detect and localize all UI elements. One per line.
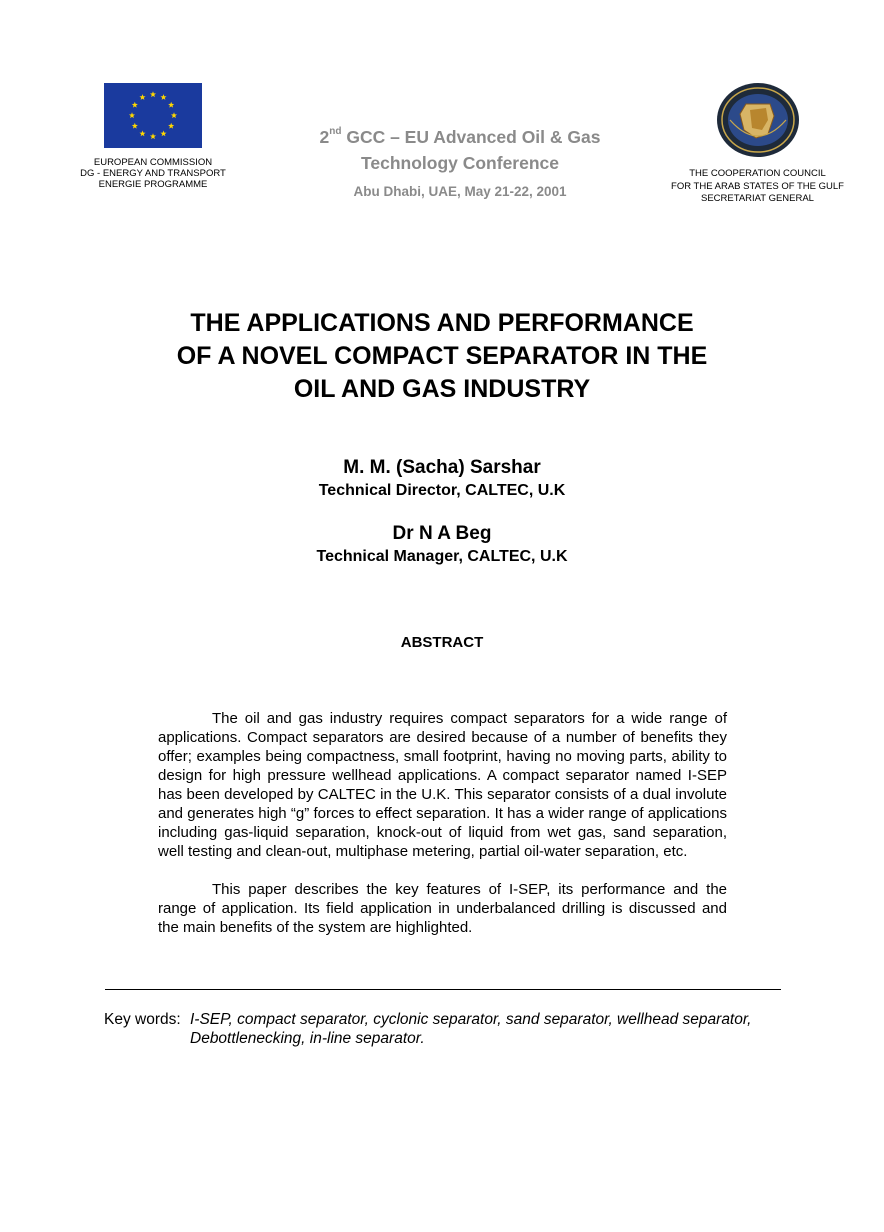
keywords-section bbox=[104, 1010, 804, 1048]
gcc-seal-logo bbox=[716, 82, 800, 158]
eu-star-icon bbox=[139, 94, 145, 100]
author-affiliation: Technical Manager, CALTEC, U.K bbox=[316, 548, 568, 565]
conference-ordinal: 2 bbox=[319, 126, 330, 147]
eu-commission-caption bbox=[68, 157, 238, 190]
keywords-line1 bbox=[104, 1010, 804, 1029]
conference-title-line1 bbox=[270, 121, 650, 150]
abstract-body bbox=[158, 709, 727, 937]
gcc-caption-line: FOR THE ARAB STATES OF THE GULF bbox=[671, 180, 844, 192]
eu-star-icon bbox=[132, 123, 138, 129]
author-affiliation: Technical Director, CALTEC, U.K bbox=[318, 482, 566, 499]
author-block bbox=[100, 522, 784, 568]
abstract-heading: ABSTRACT bbox=[400, 634, 484, 651]
abstract-paragraph: This paper describes the key features of I-SEP, its performance and the range of application. Its field application in underbalanced drilling is discussed and the main benefits of the system are highlighted. bbox=[158, 881, 727, 936]
author-list bbox=[100, 456, 784, 568]
eu-star-icon bbox=[132, 102, 138, 108]
keywords-list: I-SEP, compact separator, cyclonic separator, sand separator, wellhead separator, bbox=[190, 1011, 752, 1028]
gcc-caption-line: THE COOPERATION COUNCIL bbox=[689, 168, 826, 179]
eu-star-icon bbox=[150, 91, 156, 97]
abstract-paragraph: The oil and gas industry requires compact separators for a wide range of applications. Compact separators are desired because of a number of benefits they offer; examples being compactness, small footprint, having no moving parts, ability to design for high pressure wellhead applications. A compact separator named I-SEP has been developed by CALTEC in the U.K. This separator consists of a dual involute and generates high “g” forces to effect separation. It has a wider range of applications including gas-liquid separation, knock-out of liquid from wet gas, sand separation, well testing and clean-out, multiphase metering, partial oil-water separation, etc. bbox=[158, 710, 727, 860]
conference-place: Abu Dhabi, UAE, May 21-22, 2001 bbox=[353, 183, 567, 199]
gcc-caption bbox=[655, 168, 860, 206]
eu-star-icon bbox=[160, 130, 166, 136]
eu-star-icon bbox=[129, 112, 135, 118]
gcc-emblem-icon bbox=[716, 82, 800, 158]
paper-title bbox=[100, 307, 784, 406]
conference-ordinal-suffix: nd bbox=[329, 126, 342, 137]
conference-header bbox=[270, 121, 650, 199]
eu-caption-line: DG - ENERGY AND TRANSPORT bbox=[80, 168, 226, 179]
eu-star-icon bbox=[168, 102, 174, 108]
eu-flag-logo bbox=[104, 83, 202, 148]
eu-stars-icon bbox=[104, 83, 202, 148]
gcc-caption-line: SECRETARIAT GENERAL bbox=[701, 193, 814, 204]
conference-title-line2: Technology Conference bbox=[360, 152, 560, 173]
keywords-line2: Debottlenecking, in-line separator. bbox=[190, 1030, 425, 1047]
conference-title-rest: GCC – EU Advanced Oil & Gas bbox=[341, 126, 601, 147]
eu-star-icon bbox=[171, 112, 177, 118]
eu-star-icon bbox=[168, 123, 174, 129]
paper-title-line: THE APPLICATIONS AND PERFORMANCE bbox=[190, 309, 694, 337]
eu-caption-line: EUROPEAN COMMISSION bbox=[93, 157, 213, 168]
paper-title-line: OIL AND GAS INDUSTRY bbox=[293, 375, 591, 403]
paper-title-line: OF A NOVEL COMPACT SEPARATOR IN THE bbox=[176, 342, 708, 370]
eu-star-icon bbox=[160, 94, 166, 100]
author-name: Dr N A Beg bbox=[392, 523, 492, 544]
eu-star-icon bbox=[139, 130, 145, 136]
keywords-label: Key words: bbox=[104, 1011, 181, 1028]
eu-caption-line: ENERGIE PROGRAMME bbox=[98, 179, 208, 190]
author-block bbox=[100, 456, 784, 502]
author-name: M. M. (Sacha) Sarshar bbox=[343, 457, 541, 478]
eu-star-icon bbox=[150, 133, 156, 139]
horizontal-divider bbox=[105, 989, 781, 990]
